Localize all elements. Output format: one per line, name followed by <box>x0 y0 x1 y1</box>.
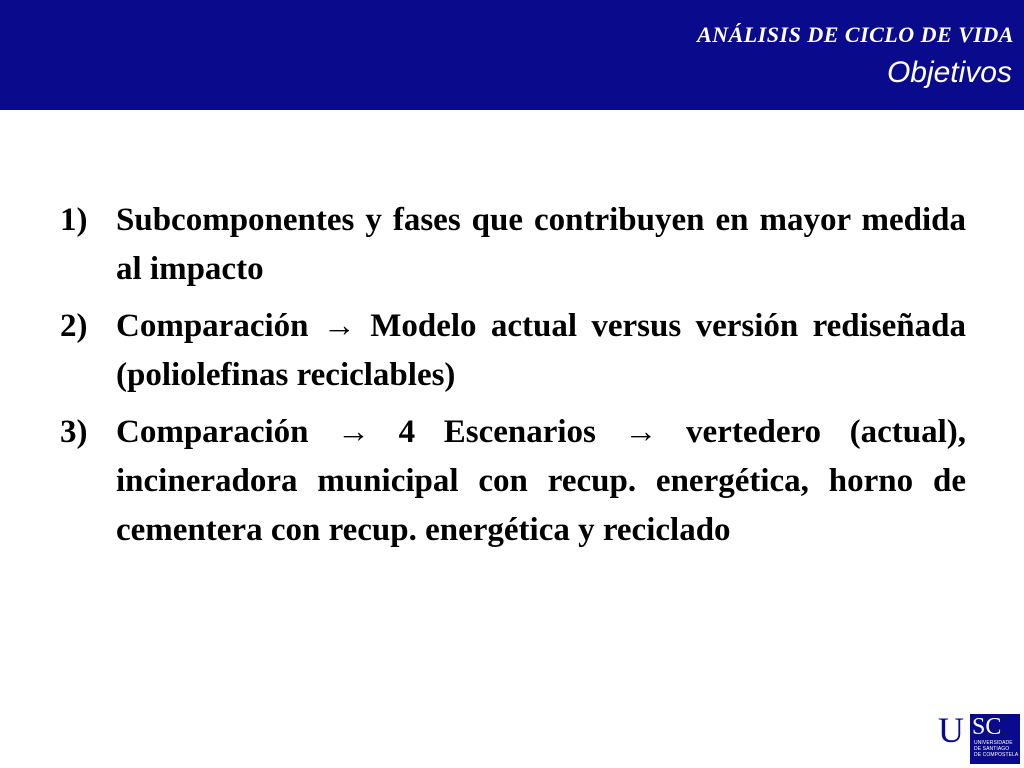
list-item-text: Comparación → Modelo actual versus versión rediseñada (poliolefinas reciclables) <box>116 308 966 393</box>
objectives-list <box>60 196 966 563</box>
header-bar <box>0 0 1024 110</box>
logo-caption-line: UNIVERSIDADE <box>974 740 1013 746</box>
logo-caption <box>974 740 1020 758</box>
page-title: Objetivos <box>886 56 1012 89</box>
logo-letter: U <box>938 710 962 750</box>
list-item <box>60 408 966 555</box>
list-item-number: 2) <box>60 308 88 344</box>
list-item <box>60 302 966 400</box>
list-item-text: Comparación → 4 Escenarios → vertedero (actual), incineradora municipal con recup. energética, horno de cementera con recup. energética y reciclado <box>116 414 966 548</box>
list-item <box>60 196 966 294</box>
usc-logo <box>938 712 1020 764</box>
list-item-number: 3) <box>60 414 88 450</box>
page-section-title: ANÁLISIS DE CICLO DE VIDA <box>697 22 1014 47</box>
list-item-number: 1) <box>60 202 88 238</box>
logo-caption-line: DE SANTIAGO <box>974 746 1010 752</box>
list-item-text: Subcomponentes y fases que contribuyen en mayor medida al impacto <box>116 202 966 287</box>
logo-caption-line: DE COMPOSTELA <box>974 752 1019 758</box>
logo-box-letters: SC <box>972 714 1002 740</box>
